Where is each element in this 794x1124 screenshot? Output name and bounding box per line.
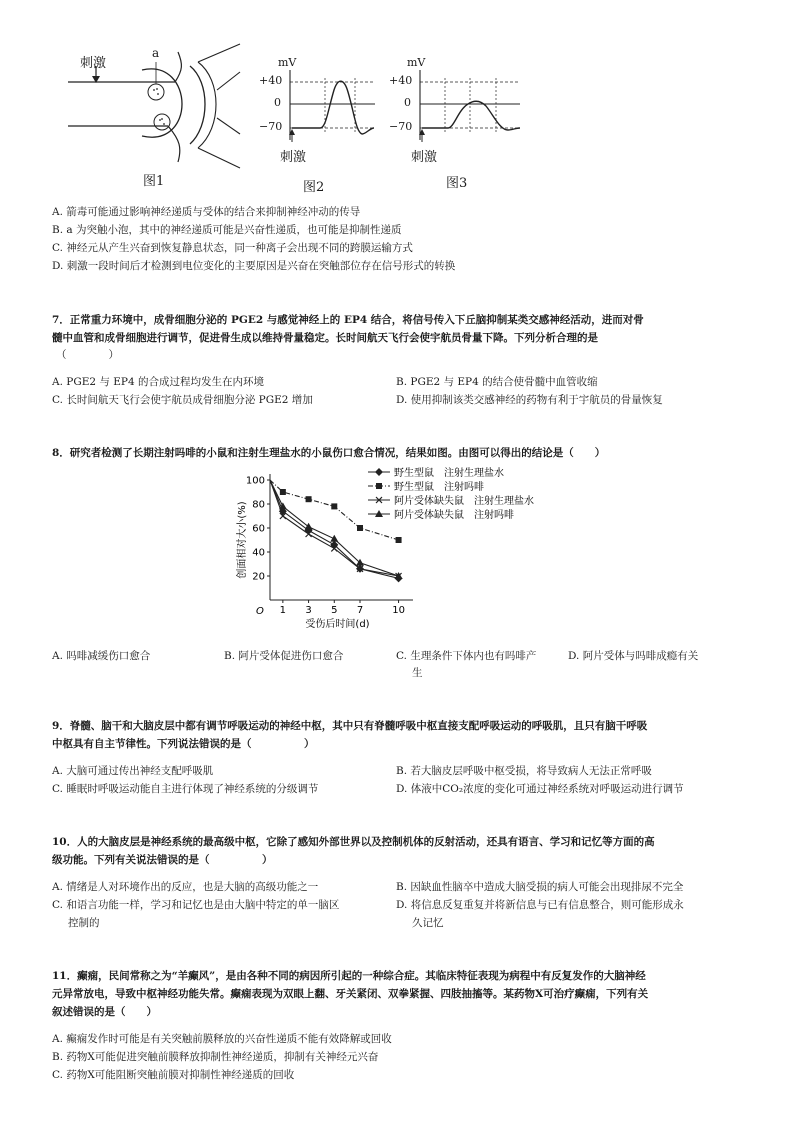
- fig2-caption: 图2: [303, 180, 325, 195]
- series-3: [270, 480, 402, 579]
- x-tick-label: 1: [279, 605, 287, 616]
- legend-label-4: 阿片受体缺失鼠 注射吗啡: [394, 510, 514, 521]
- fig3-tick-40: +40: [389, 74, 413, 87]
- x-tick-label: 7: [356, 605, 364, 616]
- x-axis-label: 受伤后时间(d): [305, 619, 370, 630]
- q10-option-d-cont: 久记忆: [412, 917, 444, 929]
- series-line-4: [270, 480, 399, 576]
- fig1-stimulus-label: 刺激: [80, 56, 107, 71]
- series-2-point: [331, 503, 337, 509]
- series-line-3: [270, 480, 399, 576]
- series-2-point: [306, 496, 312, 502]
- fig3-unit: mV: [407, 56, 426, 69]
- q8-option-b: B. 阿片受体促进伤口愈合: [224, 650, 344, 662]
- fig3-tick-0: 0: [404, 96, 411, 109]
- series-2-point: [357, 525, 363, 531]
- q7-stem-line1: 7．正常重力环境中，成骨细胞分泌的 PGE2 与感觉神经上的 EP4 结合，将信号传入下丘脑抑制某类交感神经活动，进而对骨: [52, 314, 644, 326]
- fig1-a-label: a: [152, 46, 160, 60]
- q6-option-d: D. 刺激一段时间后才检测到电位变化的主要原因是兴奋在突触部位存在信号形式的转换: [52, 260, 456, 272]
- q7-stem-line2: 髓中血管和成骨细胞进行调节，促进骨生成以维持骨量稳定。长时间航天飞行会使宇航员骨量下降。下列分析合理的是: [52, 332, 598, 344]
- q11-option-a: A. 癫痫发作时可能是有关突触前膜释放的兴奋性递质不能有效降解或回收: [52, 1033, 392, 1045]
- legend-label-3: 阿片受体缺失鼠 注射生理盐水: [394, 496, 534, 507]
- q9-option-b: B. 若大脑皮层呼吸中枢受损，将导致病人无法正常呼吸: [396, 765, 652, 777]
- q9-option-d: D. 体液中CO₂浓度的变化可通过神经系统对呼吸运动进行调节: [396, 783, 684, 795]
- wound-healing-chart: [230, 462, 580, 642]
- y-axis-label: 创面相对大小(%): [237, 501, 248, 579]
- q11-stem-line3: 叙述错误的是（ ）: [52, 1006, 157, 1018]
- q8-stem: 8．研究者检测了长期注射吗啡的小鼠和注射生理盐水的小鼠伤口愈合情况，结果如图。由图可以得出的结论是（ ）: [52, 447, 606, 459]
- q6-option-b: B. a 为突触小泡，其中的神经递质可能是兴奋性递质，也可能是抑制性递质: [52, 224, 402, 236]
- y-tick-label: 80: [252, 499, 265, 511]
- fig3-tick-neg70: −70: [389, 120, 413, 133]
- legend-marker-2: [376, 483, 382, 489]
- q10-option-b: B. 因缺血性脑卒中造成大脑受损的病人可能会出现排尿不完全: [396, 881, 684, 893]
- q10-stem-line2: 级功能。下列有关说法错误的是（ ）: [52, 854, 273, 866]
- q11-option-b: B. 药物X可能促进突触前膜释放抑制性神经递质，抑制有关神经元兴奋: [52, 1051, 379, 1063]
- y-tick-label: 60: [252, 523, 265, 535]
- figure-2-potential: [289, 70, 375, 142]
- x-tick-label: 10: [392, 605, 405, 616]
- figures-row: [0, 0, 794, 200]
- series-2-point: [396, 537, 402, 543]
- series-4-point: [330, 535, 338, 542]
- fig2-tick-neg70: −70: [259, 120, 283, 133]
- chart-origin-label: O: [256, 606, 264, 617]
- q9-option-c: C. 睡眠时呼吸运动能自主进行体现了神经系统的分级调节: [52, 783, 319, 795]
- fig1-caption: 图1: [143, 174, 165, 189]
- fig2-tick-40: +40: [259, 74, 283, 87]
- legend-marker-1: [375, 468, 383, 476]
- q10-option-d: D. 将信息反复重复并将新信息与已有信息整合，则可能形成永: [396, 899, 684, 911]
- q8-option-a: A. 吗啡减缓伤口愈合: [52, 650, 151, 662]
- q10-option-c-cont: 控制的: [68, 917, 100, 929]
- x-tick-label: 5: [331, 605, 338, 616]
- legend-label-1: 野生型鼠 注射生理盐水: [394, 468, 504, 479]
- chart-legend: [368, 466, 534, 521]
- q7-option-d: D. 使用抑制该类交感神经的药物有利于宇航员的骨量恢复: [396, 394, 663, 406]
- series-2-point: [280, 489, 286, 495]
- q7-option-c: C. 长时间航天飞行会使宇航员成骨细胞分泌 PGE2 增加: [52, 394, 313, 406]
- fig2-tick-0: 0: [274, 96, 281, 109]
- q11-option-c: C. 药物X可能阻断突触前膜对抑制性神经递质的回收: [52, 1069, 295, 1081]
- series-4-point: [305, 523, 313, 530]
- q9-stem-line1: 9．脊髓、脑干和大脑皮层中都有调节呼吸运动的神经中枢，其中只有脊髓呼吸中枢直接支配呼吸运动的呼吸肌，且只有脑干呼吸: [52, 720, 648, 732]
- q9-stem-line2: 中枢具有自主节律性。下列说法错误的是（ ）: [52, 738, 315, 750]
- q10-option-c: C. 和语言功能一样，学习和记忆也是由大脑中特定的单一脑区: [52, 899, 340, 911]
- chart-series: [270, 480, 403, 582]
- q10-option-a: A. 情绪是人对环境作出的反应，也是大脑的高级功能之一: [52, 881, 319, 893]
- q8-option-c: C. 生理条件下体内也有吗啡产: [396, 650, 537, 662]
- legend-label-2: 野生型鼠 注射吗啡: [394, 482, 484, 493]
- q8-option-c-cont: 生: [412, 667, 423, 679]
- fig3-stimulus-label: 刺激: [411, 150, 438, 165]
- fig2-stimulus-label: 刺激: [280, 150, 307, 165]
- series-line-1: [270, 480, 399, 578]
- series-1: [270, 480, 403, 582]
- q8-option-d: D. 阿片受体与吗啡成瘾有关: [568, 650, 699, 662]
- chart-axes: [235, 474, 413, 630]
- q6-option-a: A. 箭毒可能通过影响神经递质与受体的结合来抑制神经冲动的传导: [52, 206, 361, 218]
- y-tick-label: 100: [245, 475, 265, 487]
- q7-stem-line3: （ ）: [56, 349, 119, 361]
- series-4: [270, 480, 403, 579]
- q10-stem-line1: 10．人的大脑皮层是神经系统的最高级中枢，它除了感知外部世界以及控制机体的反射活动，还具有语言、学习和记忆等方面的高: [52, 836, 655, 848]
- q7-option-a: A. PGE2 与 EP4 的合成过程均发生在内环境: [52, 376, 264, 388]
- q11-stem-line2: 元异常放电，导致中枢神经功能失常。癫痫表现为双眼上翻、牙关紧闭、双拳紧握、四肢抽搐等。某药物X可治疗癫痫，下列有关: [52, 988, 649, 1000]
- x-tick-label: 3: [305, 605, 312, 616]
- q11-stem-line1: 11．癫痫，民间常称之为“羊癫风”，是由各种不同的病因所引起的一种综合症。其临床特征表现为病程中有反复发作的大脑神经: [52, 970, 646, 982]
- fig3-caption: 图3: [446, 176, 468, 191]
- q9-option-a: A. 大脑可通过传出神经支配呼吸肌: [52, 765, 214, 777]
- y-tick-label: 40: [252, 547, 265, 559]
- fig2-unit: mV: [278, 56, 297, 69]
- q7-option-b: B. PGE2 与 EP4 的结合使骨髓中血管收缩: [396, 376, 598, 388]
- q6-option-c: C. 神经元从产生兴奋到恢复静息状态，同一种离子会出现不同的跨膜运输方式: [52, 242, 413, 254]
- figure-3-potential: [419, 70, 520, 142]
- y-tick-label: 20: [252, 571, 265, 583]
